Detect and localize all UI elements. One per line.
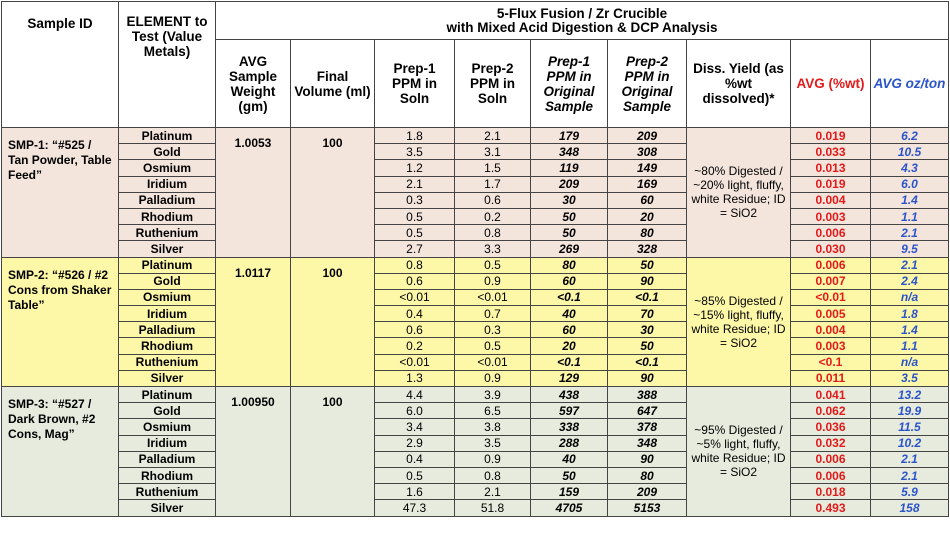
avg-oz-cell: 6.0: [871, 176, 949, 192]
element-cell: Ruthenium: [119, 354, 216, 370]
prep1-soln-cell: 2.7: [375, 241, 455, 257]
prep1-orig-cell: 40: [531, 306, 608, 322]
table-row: [2, 370, 949, 386]
element-cell: Ruthenium: [119, 225, 216, 241]
avg-pct-cell: 0.004: [791, 322, 871, 338]
prep1-soln-cell: 4.4: [375, 387, 455, 403]
header-sample-id: Sample ID: [2, 2, 119, 128]
prep2-soln-cell: 2.1: [455, 128, 531, 144]
prep1-soln-cell: 2.1: [375, 176, 455, 192]
prep2-soln-cell: 6.5: [455, 403, 531, 419]
avg-oz-cell: 2.1: [871, 467, 949, 483]
avg-oz-cell: 158: [871, 500, 949, 516]
avg-pct-cell: 0.003: [791, 208, 871, 224]
prep2-soln-cell: 0.6: [455, 192, 531, 208]
prep2-orig-cell: <0.1: [608, 354, 687, 370]
element-cell: Silver: [119, 241, 216, 257]
prep1-orig-cell: 50: [531, 208, 608, 224]
prep2-orig-cell: 308: [608, 144, 687, 160]
avg-pct-cell: <0.1: [791, 354, 871, 370]
sample-id-cell: SMP-2: “#526 / #2 Cons from Shaker Table”: [2, 257, 119, 387]
avg-oz-cell: 1.4: [871, 192, 949, 208]
prep2-soln-cell: 1.5: [455, 160, 531, 176]
prep1-orig-cell: <0.1: [531, 354, 608, 370]
diss-yield-cell: ~95% Digested / ~5% light, fluffy, white Residue; ID = SiO2: [687, 387, 791, 517]
prep2-orig-cell: 209: [608, 484, 687, 500]
prep2-soln-cell: 0.8: [455, 225, 531, 241]
prep1-soln-cell: 0.5: [375, 225, 455, 241]
element-cell: Gold: [119, 144, 216, 160]
prep1-soln-cell: 3.5: [375, 144, 455, 160]
table-row: [2, 500, 949, 516]
results-body: [2, 128, 949, 517]
final-volume-cell: 100: [291, 387, 375, 517]
avg-oz-cell: 1.1: [871, 338, 949, 354]
avg-pct-cell: 0.005: [791, 306, 871, 322]
avg-oz-cell: 2.1: [871, 451, 949, 467]
table-row: [2, 289, 949, 305]
sample-id-cell: SMP-3: “#527 / Dark Brown, #2 Cons, Mag”: [2, 387, 119, 517]
avg-pct-cell: <0.01: [791, 289, 871, 305]
prep1-orig-cell: 338: [531, 419, 608, 435]
prep1-orig-cell: 129: [531, 370, 608, 386]
prep1-orig-cell: <0.1: [531, 289, 608, 305]
avg-oz-cell: 10.5: [871, 144, 949, 160]
element-cell: Ruthenium: [119, 484, 216, 500]
prep1-soln-cell: 1.6: [375, 484, 455, 500]
prep2-orig-cell: 328: [608, 241, 687, 257]
avg-oz-cell: 2.4: [871, 273, 949, 289]
avg-pct-cell: 0.006: [791, 451, 871, 467]
prep2-orig-cell: 20: [608, 208, 687, 224]
prep1-soln-cell: <0.01: [375, 354, 455, 370]
table-row: [2, 387, 949, 403]
prep2-orig-cell: 50: [608, 257, 687, 273]
header-prep2-orig: Prep-2 PPM in Original Sample: [608, 40, 687, 128]
prep2-soln-cell: 0.9: [455, 273, 531, 289]
avg-pct-cell: 0.018: [791, 484, 871, 500]
prep2-orig-cell: 388: [608, 387, 687, 403]
avg-oz-cell: 2.1: [871, 225, 949, 241]
element-cell: Osmium: [119, 419, 216, 435]
avg-oz-cell: 19.9: [871, 403, 949, 419]
avg-pct-cell: 0.011: [791, 370, 871, 386]
avg-pct-cell: 0.032: [791, 435, 871, 451]
prep1-orig-cell: 119: [531, 160, 608, 176]
avg-pct-cell: 0.003: [791, 338, 871, 354]
element-cell: Platinum: [119, 128, 216, 144]
avg-oz-cell: 5.9: [871, 484, 949, 500]
header-avg-weight: AVG Sample Weight (gm): [216, 40, 291, 128]
avg-pct-cell: 0.019: [791, 176, 871, 192]
table-row: [2, 403, 949, 419]
prep2-soln-cell: 0.9: [455, 451, 531, 467]
header-prep1-soln: Prep-1 PPM in Soln: [375, 40, 455, 128]
final-volume-cell: 100: [291, 257, 375, 387]
prep1-soln-cell: 0.8: [375, 257, 455, 273]
element-cell: Palladium: [119, 322, 216, 338]
sample-id-cell: SMP-1: “#525 / Tan Powder, Table Feed”: [2, 128, 119, 258]
prep2-orig-cell: 149: [608, 160, 687, 176]
avg-pct-cell: 0.041: [791, 387, 871, 403]
prep2-orig-cell: 30: [608, 322, 687, 338]
prep2-soln-cell: 1.7: [455, 176, 531, 192]
prep2-soln-cell: 0.7: [455, 306, 531, 322]
prep1-soln-cell: <0.01: [375, 289, 455, 305]
prep1-soln-cell: 0.4: [375, 451, 455, 467]
prep2-soln-cell: <0.01: [455, 289, 531, 305]
sample-weight-cell: 1.0053: [216, 128, 291, 258]
table-row: [2, 225, 949, 241]
prep1-soln-cell: 0.4: [375, 306, 455, 322]
avg-pct-cell: 0.004: [791, 192, 871, 208]
prep1-orig-cell: 438: [531, 387, 608, 403]
avg-oz-cell: 10.2: [871, 435, 949, 451]
table-row: [2, 144, 949, 160]
sample-weight-cell: 1.00950: [216, 387, 291, 517]
header-prep1-orig: Prep-1 PPM in Original Sample: [531, 40, 608, 128]
table-row: [2, 128, 949, 144]
header-final-volume: Final Volume (ml): [291, 40, 375, 128]
prep1-soln-cell: 0.5: [375, 467, 455, 483]
prep1-orig-cell: 209: [531, 176, 608, 192]
prep2-soln-cell: 3.1: [455, 144, 531, 160]
element-cell: Rhodium: [119, 338, 216, 354]
table-row: [2, 160, 949, 176]
prep2-orig-cell: 169: [608, 176, 687, 192]
prep2-orig-cell: 80: [608, 467, 687, 483]
header-element: ELEMENT to Test (Value Metals): [119, 2, 216, 128]
prep2-orig-cell: 60: [608, 192, 687, 208]
avg-oz-cell: 1.1: [871, 208, 949, 224]
avg-oz-cell: n/a: [871, 289, 949, 305]
table-row: [2, 354, 949, 370]
element-cell: Osmium: [119, 160, 216, 176]
prep1-orig-cell: 30: [531, 192, 608, 208]
avg-pct-cell: 0.013: [791, 160, 871, 176]
prep1-soln-cell: 1.2: [375, 160, 455, 176]
table-row: [2, 208, 949, 224]
prep1-soln-cell: 0.6: [375, 273, 455, 289]
prep1-soln-cell: 0.3: [375, 192, 455, 208]
avg-oz-cell: 11.5: [871, 419, 949, 435]
element-cell: Rhodium: [119, 208, 216, 224]
table-row: [2, 419, 949, 435]
avg-oz-cell: 9.5: [871, 241, 949, 257]
avg-oz-cell: 1.8: [871, 306, 949, 322]
prep1-orig-cell: 348: [531, 144, 608, 160]
avg-pct-cell: 0.033: [791, 144, 871, 160]
prep1-orig-cell: 179: [531, 128, 608, 144]
prep2-soln-cell: 0.8: [455, 467, 531, 483]
avg-pct-cell: 0.006: [791, 257, 871, 273]
element-cell: Platinum: [119, 387, 216, 403]
element-cell: Gold: [119, 273, 216, 289]
avg-oz-cell: 6.2: [871, 128, 949, 144]
prep2-orig-cell: 209: [608, 128, 687, 144]
avg-oz-cell: 1.4: [871, 322, 949, 338]
prep1-soln-cell: 0.5: [375, 208, 455, 224]
prep1-orig-cell: 50: [531, 225, 608, 241]
prep2-orig-cell: <0.1: [608, 289, 687, 305]
prep2-orig-cell: 90: [608, 273, 687, 289]
avg-oz-cell: 13.2: [871, 387, 949, 403]
final-volume-cell: 100: [291, 128, 375, 258]
element-cell: Gold: [119, 403, 216, 419]
prep1-orig-cell: 60: [531, 322, 608, 338]
prep1-orig-cell: 159: [531, 484, 608, 500]
prep2-orig-cell: 5153: [608, 500, 687, 516]
prep1-orig-cell: 288: [531, 435, 608, 451]
header-avg-oz: AVG oz/ton: [871, 40, 949, 128]
table-row: [2, 257, 949, 273]
element-cell: Palladium: [119, 451, 216, 467]
prep2-orig-cell: 70: [608, 306, 687, 322]
avg-pct-cell: 0.036: [791, 419, 871, 435]
table-row: [2, 192, 949, 208]
element-cell: Iridium: [119, 306, 216, 322]
prep1-orig-cell: 80: [531, 257, 608, 273]
header-title: [216, 2, 949, 40]
prep1-orig-cell: 597: [531, 403, 608, 419]
avg-pct-cell: 0.062: [791, 403, 871, 419]
prep2-soln-cell: 0.5: [455, 257, 531, 273]
prep2-orig-cell: 348: [608, 435, 687, 451]
prep2-orig-cell: 90: [608, 370, 687, 386]
prep2-orig-cell: 90: [608, 451, 687, 467]
avg-oz-cell: 2.1: [871, 257, 949, 273]
table-row: [2, 484, 949, 500]
header-diss-yield: Diss. Yield (as %wt dissolved)*: [687, 40, 791, 128]
prep1-soln-cell: 3.4: [375, 419, 455, 435]
avg-oz-cell: 3.5: [871, 370, 949, 386]
prep2-soln-cell: 3.8: [455, 419, 531, 435]
prep1-orig-cell: 60: [531, 273, 608, 289]
prep2-orig-cell: 378: [608, 419, 687, 435]
prep1-orig-cell: 50: [531, 467, 608, 483]
prep1-orig-cell: 20: [531, 338, 608, 354]
prep1-soln-cell: 0.6: [375, 322, 455, 338]
prep2-soln-cell: 0.3: [455, 322, 531, 338]
element-cell: Rhodium: [119, 467, 216, 483]
prep2-orig-cell: 647: [608, 403, 687, 419]
table-row: [2, 322, 949, 338]
element-cell: Silver: [119, 500, 216, 516]
prep2-soln-cell: 3.5: [455, 435, 531, 451]
prep2-orig-cell: 50: [608, 338, 687, 354]
prep2-soln-cell: <0.01: [455, 354, 531, 370]
prep2-soln-cell: 0.9: [455, 370, 531, 386]
prep2-soln-cell: 2.1: [455, 484, 531, 500]
avg-oz-cell: n/a: [871, 354, 949, 370]
sample-weight-cell: 1.0117: [216, 257, 291, 387]
prep1-orig-cell: 40: [531, 451, 608, 467]
diss-yield-cell: ~85% Digested / ~15% light, fluffy, white Residue; ID = SiO2: [687, 257, 791, 387]
table-row: [2, 306, 949, 322]
table-row: [2, 338, 949, 354]
avg-oz-cell: 4.3: [871, 160, 949, 176]
title-line-2: with Mixed Acid Digestion & DCP Analysis: [446, 19, 718, 35]
element-cell: Osmium: [119, 289, 216, 305]
prep2-soln-cell: 0.2: [455, 208, 531, 224]
avg-pct-cell: 0.006: [791, 225, 871, 241]
prep1-orig-cell: 269: [531, 241, 608, 257]
table-row: [2, 241, 949, 257]
results-table: [1, 1, 949, 517]
avg-pct-cell: 0.493: [791, 500, 871, 516]
avg-pct-cell: 0.030: [791, 241, 871, 257]
element-cell: Palladium: [119, 192, 216, 208]
prep2-soln-cell: 3.3: [455, 241, 531, 257]
prep1-soln-cell: 0.2: [375, 338, 455, 354]
prep1-soln-cell: 6.0: [375, 403, 455, 419]
table-row: [2, 435, 949, 451]
prep1-orig-cell: 4705: [531, 500, 608, 516]
prep1-soln-cell: 1.3: [375, 370, 455, 386]
prep1-soln-cell: 1.8: [375, 128, 455, 144]
element-cell: Platinum: [119, 257, 216, 273]
element-cell: Silver: [119, 370, 216, 386]
avg-pct-cell: 0.019: [791, 128, 871, 144]
prep1-soln-cell: 47.3: [375, 500, 455, 516]
prep2-soln-cell: 51.8: [455, 500, 531, 516]
prep2-orig-cell: 80: [608, 225, 687, 241]
avg-pct-cell: 0.006: [791, 467, 871, 483]
prep1-soln-cell: 2.9: [375, 435, 455, 451]
header-prep2-soln: Prep-2 PPM in Soln: [455, 40, 531, 128]
prep2-soln-cell: 0.5: [455, 338, 531, 354]
element-cell: Iridium: [119, 435, 216, 451]
table-row: [2, 176, 949, 192]
diss-yield-cell: ~80% Digested / ~20% light, fluffy, white Residue; ID = SiO2: [687, 128, 791, 258]
prep2-soln-cell: 3.9: [455, 387, 531, 403]
table-row: [2, 273, 949, 289]
header-avg-pct: AVG (%wt): [791, 40, 871, 128]
table-row: [2, 451, 949, 467]
avg-pct-cell: 0.007: [791, 273, 871, 289]
table-row: [2, 467, 949, 483]
title-line-1: 5-Flux Fusion / Zr Crucible: [496, 5, 668, 21]
element-cell: Iridium: [119, 176, 216, 192]
